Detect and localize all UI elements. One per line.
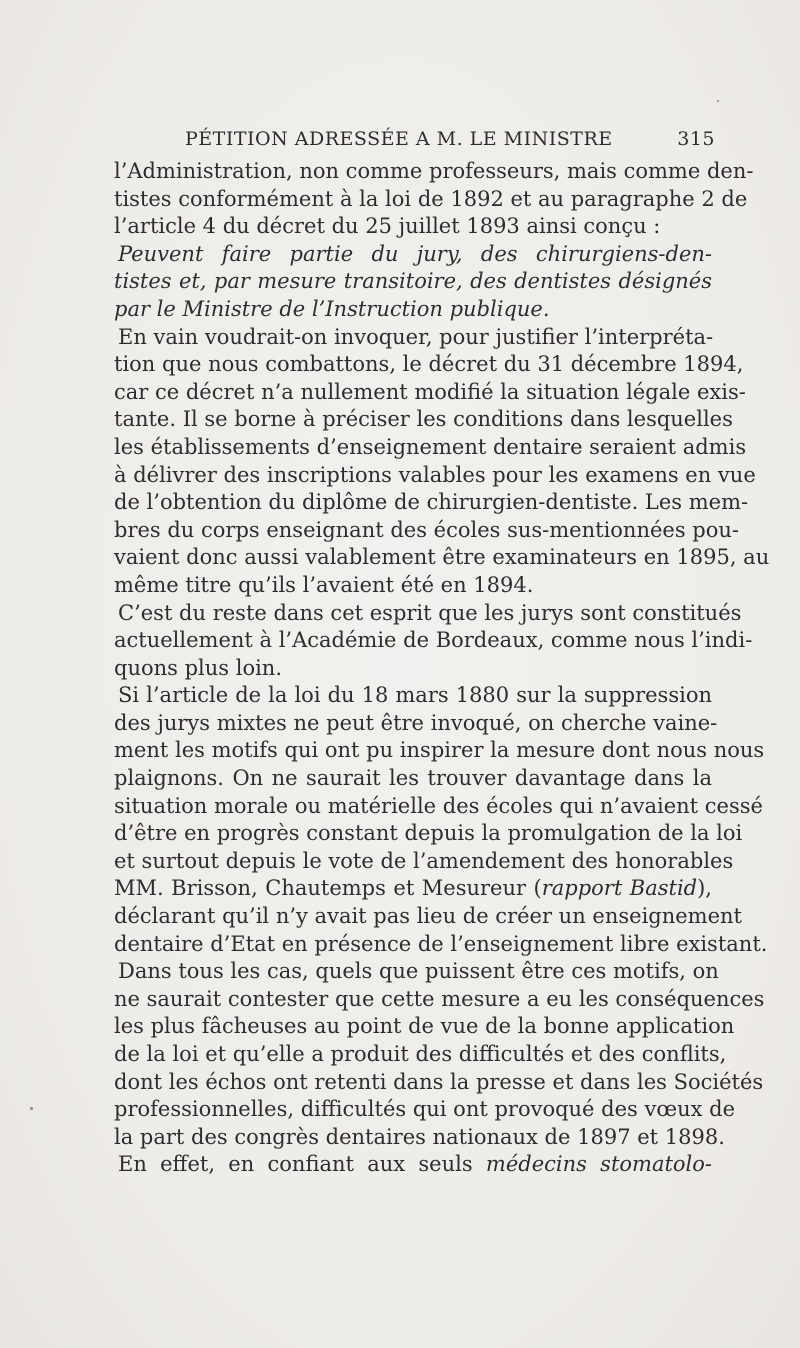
paper-speck <box>30 1107 33 1110</box>
text-line: l’Administration, non comme professeurs, mais comme den- <box>114 159 754 183</box>
running-head-title: PÉTITION ADRESSÉE A M. LE MINISTRE <box>185 128 613 150</box>
text-line: Si l’article de la loi du 18 mars 1880 sur la suppression <box>118 683 712 708</box>
text-line: tistes conformément à la loi de 1892 et au paragraphe 2 de <box>114 186 748 211</box>
text-line: les établissements d’enseignement dentaire seraient admis <box>114 434 747 459</box>
text-line: vaient donc aussi valablement être examinateurs en 1895, au <box>114 545 770 570</box>
text-line: tistes et, par mesure transitoire, des dentistes désignés <box>114 269 712 294</box>
text-line: d’être en progrès constant depuis la promulgation de la loi <box>114 821 743 846</box>
text-line: déclarant qu’il n’y avait pas lieu de créer un enseignement <box>114 904 742 929</box>
text-line: professionnelles, difficultés qui ont provoqué des vœux de <box>114 1097 736 1122</box>
text-line: dentaire d’Etat en présence de l’enseignement libre existant. <box>114 931 768 956</box>
text-line: ment les motifs qui ont pu inspirer la mesure dont nous nous <box>114 738 765 763</box>
text-line: MM. Brisson, Chautemps et Mesureur (rapport Bastid), <box>114 876 712 901</box>
text-line: la part des congrès dentaires nationaux de 1897 et 1898. <box>114 1124 725 1149</box>
text-line: car ce décret n’a nullement modifié la situation légale exis- <box>114 379 746 404</box>
text-line: dont les échos ont retenti dans la presse et dans les Sociétés <box>114 1069 764 1094</box>
paper-speck <box>717 100 719 102</box>
text-line: et surtout depuis le vote de l’amendement des honorables <box>114 848 734 873</box>
text-line: bres du corps enseignant des écoles sus-mentionnées pou- <box>114 517 739 542</box>
text-line: En vain voudrait-on invoquer, pour justifier l’interpréta- <box>118 324 714 349</box>
text-line: de la loi et qu’elle a produit des difficultés et des conflits, <box>114 1042 727 1066</box>
text-line: tante. Il se borne à préciser les conditions dans lesquelles <box>114 407 733 432</box>
page-number: 315 <box>677 128 715 150</box>
text-line: ne saurait contester que cette mesure a eu les conséquences <box>114 986 765 1011</box>
text-line: tion que nous combattons, le décret du 31 décembre 1894, <box>114 352 744 377</box>
text-line: l’article 4 du décret du 25 juillet 1893 ainsi conçu : <box>114 214 661 239</box>
text-line: Peuvent faire partie du jury, des chirurgiens-den- <box>118 241 712 266</box>
text-line: C’est du reste dans cet esprit que les jurys sont constitués <box>118 600 742 625</box>
text-line: même titre qu’ils l’avaient été en 1894. <box>114 572 534 597</box>
text-line: les plus fâcheuses au point de vue de la bonne application <box>114 1014 735 1039</box>
text-line: Dans tous les cas, quels que puissent être ces motifs, on <box>118 959 719 984</box>
text-line: par le Ministre de l’Instruction publique. <box>114 296 550 321</box>
text-line: En effet, en confiant aux seuls médecins stomatolo- <box>118 1152 713 1177</box>
text-line: à délivrer des inscriptions valables pour les examens en vue <box>114 462 756 487</box>
text-line: actuellement à l’Académie de Bordeaux, comme nous l’indi- <box>114 628 753 653</box>
text-line: plaignons. On ne saurait les trouver davantage dans la <box>114 766 712 791</box>
body-text <box>114 158 770 1179</box>
text-line: quons plus loin. <box>114 655 282 680</box>
text-line: des jurys mixtes ne peut être invoqué, on cherche vaine- <box>114 710 718 735</box>
text-line: situation morale ou matérielle des écoles qui n’avaient cessé <box>114 793 763 818</box>
text-line: de l’obtention du diplôme de chirurgien-dentiste. Les mem- <box>114 490 749 515</box>
